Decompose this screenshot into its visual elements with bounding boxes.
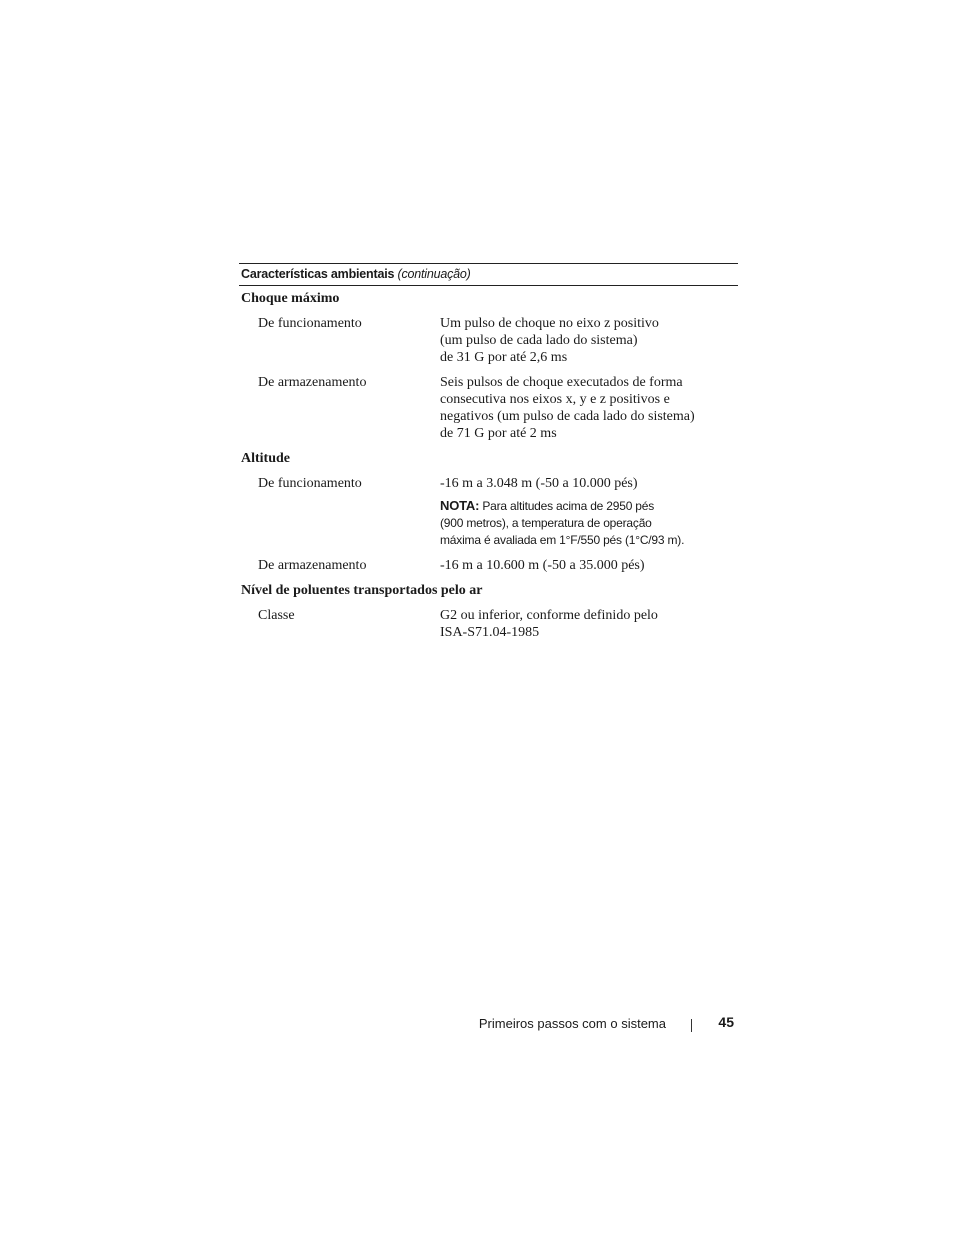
row-value xyxy=(440,475,720,549)
footer-separator xyxy=(691,1019,692,1032)
environmental-specs-table xyxy=(239,263,738,641)
section-title-altitude: Altitude xyxy=(241,451,290,466)
page-number: 45 xyxy=(718,1014,734,1030)
value-line: consecutiva nos eixos x, y e z positivos e xyxy=(440,392,670,407)
row-value xyxy=(440,607,720,641)
table-row xyxy=(239,475,738,549)
note-line: (900 metros), a temperatura de operação xyxy=(440,516,652,530)
value-line: G2 ou inferior, conforme definido pelo xyxy=(440,608,658,623)
table-header-continuation: (continuação) xyxy=(397,267,471,281)
table-row xyxy=(239,607,738,641)
altitude-note xyxy=(440,497,720,549)
section-title-contaminants: Nível de poluentes transportados pelo ar xyxy=(241,583,483,598)
row-value xyxy=(440,374,720,442)
row-label: De armazenamento xyxy=(258,375,367,390)
row-label: De funcionamento xyxy=(258,476,362,491)
value-line: ISA-S71.04-1985 xyxy=(440,625,540,640)
header-rule xyxy=(239,285,738,286)
value-line: de 71 G por até 2 ms xyxy=(440,426,557,441)
value-line: Seis pulsos de choque executados de forma xyxy=(440,375,683,390)
value-line: (um pulso de cada lado do sistema) xyxy=(440,333,638,348)
row-label: Classe xyxy=(258,608,295,623)
value-line: negativos (um pulso de cada lado do sistema) xyxy=(440,409,695,424)
row-value: -16 m a 10.600 m (-50 a 35.000 pés) xyxy=(440,558,645,573)
table-row xyxy=(239,557,738,574)
value-line: -16 m a 3.048 m (-50 a 10.000 pés) xyxy=(440,476,638,491)
table-header-title: Características ambientais xyxy=(241,267,395,281)
row-value xyxy=(440,315,720,366)
row-label: De armazenamento xyxy=(258,558,367,573)
row-label: De funcionamento xyxy=(258,316,362,331)
section-title-shock: Choque máximo xyxy=(241,291,340,306)
value-line: Um pulso de choque no eixo z positivo xyxy=(440,316,659,331)
table-header xyxy=(239,264,738,285)
value-line: de 31 G por até 2,6 ms xyxy=(440,350,568,365)
table-row xyxy=(239,374,738,442)
table-row xyxy=(239,315,738,366)
note-line: Para altitudes acima de 2950 pés xyxy=(482,499,655,513)
note-line: máxima é avaliada em 1°F/550 pés (1°C/93 m). xyxy=(440,533,685,547)
footer-text: Primeiros passos com o sistema xyxy=(478,1016,666,1031)
note-label: NOTA: xyxy=(440,498,480,513)
